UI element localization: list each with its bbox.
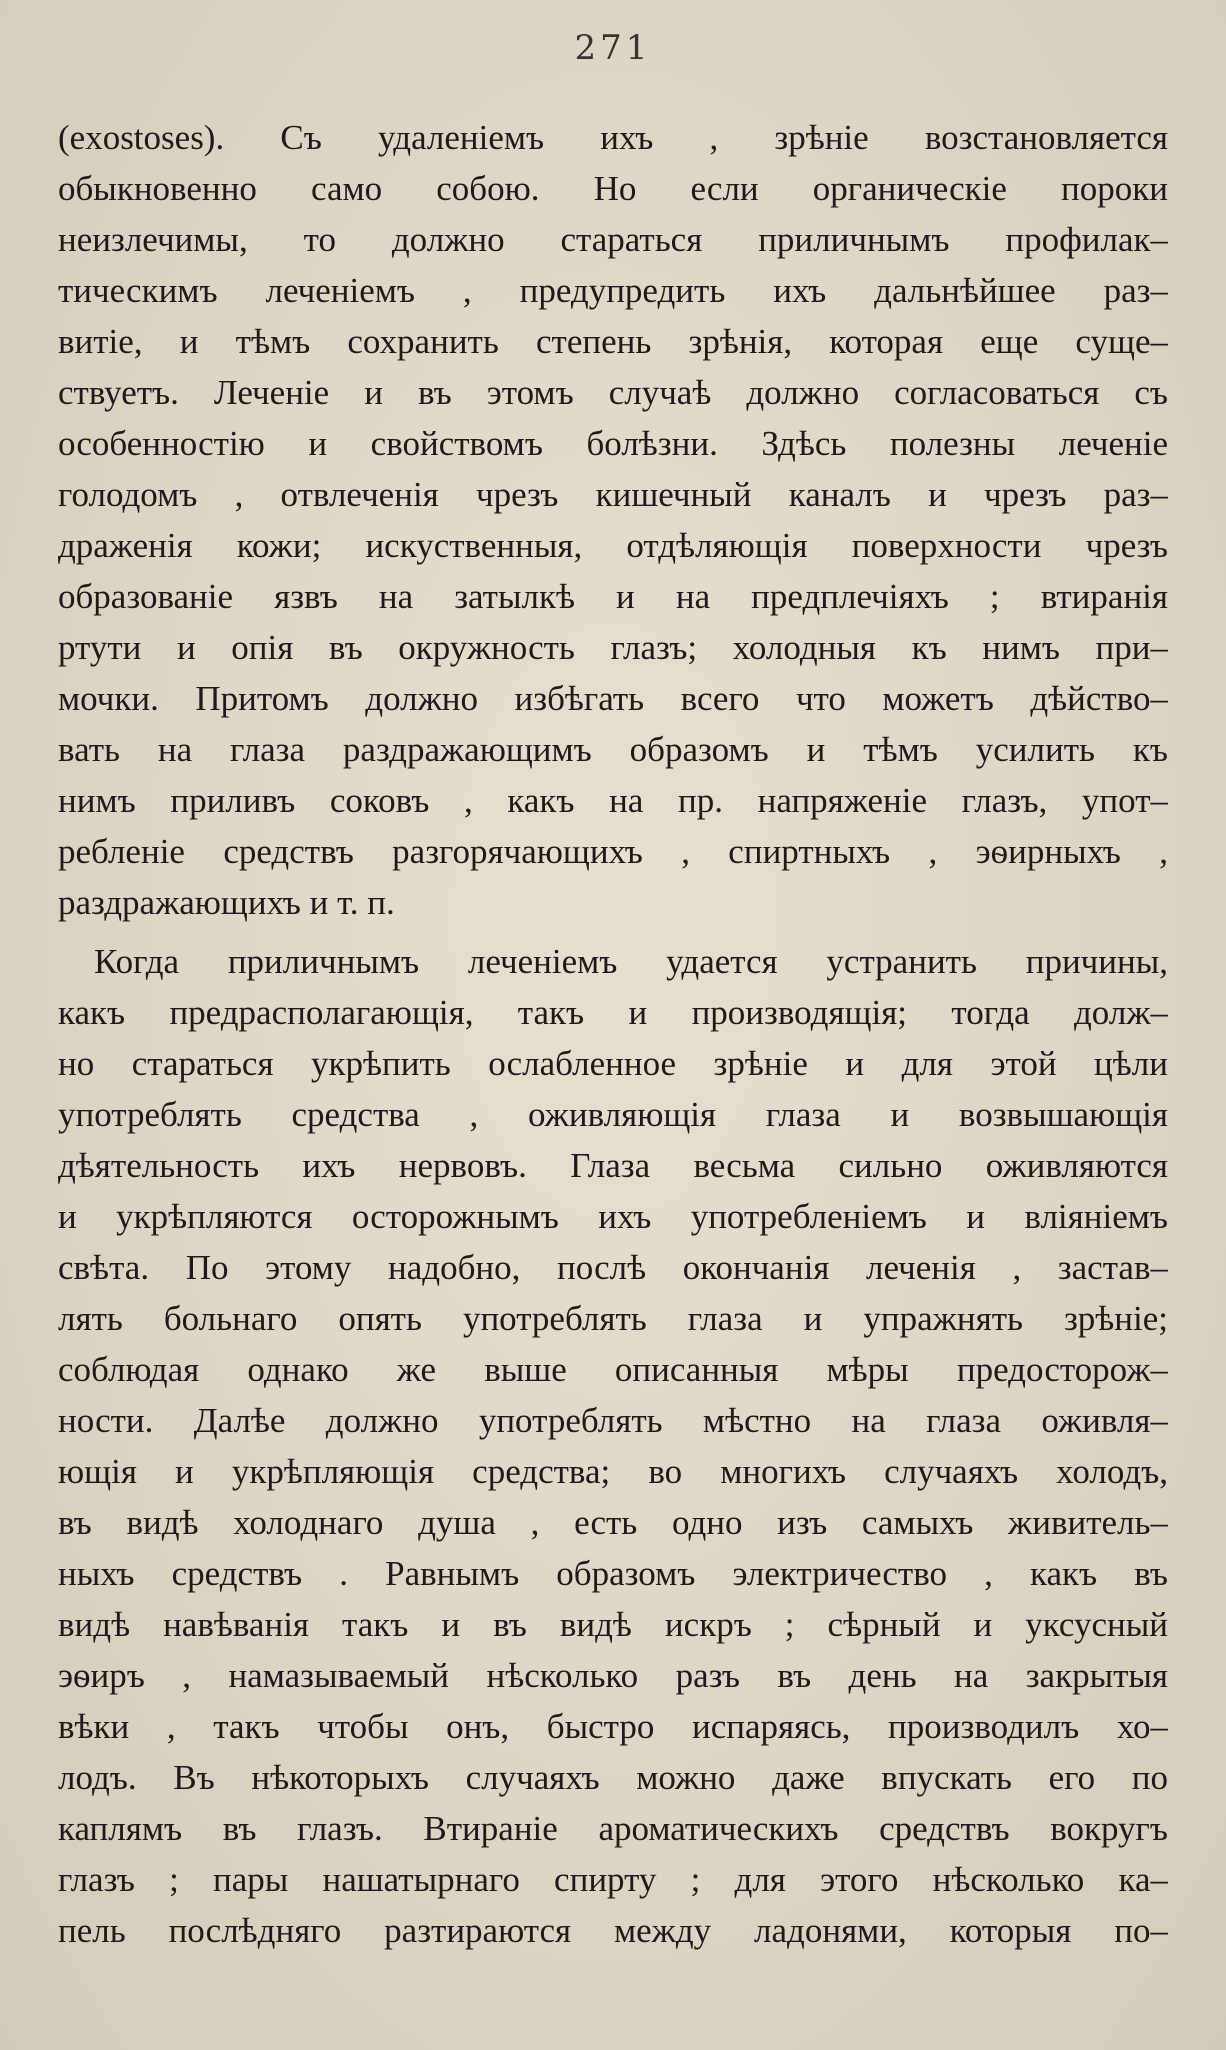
text-line: лодъ. Въ нѣкоторыхъ случаяхъ можно даже впускать его по: [58, 1758, 1168, 1797]
text-line: въ видѣ холоднаго душа , есть одно изъ самыхъ живитель–: [58, 1503, 1168, 1542]
text-line: видѣ навѣванія такъ и въ видѣ искръ ; сѣрный и уксусный: [58, 1605, 1168, 1644]
text-line: лять больнаго опять употреблять глаза и упражнять зрѣніе;: [58, 1299, 1168, 1338]
text-line: мочки. Притомъ должно избѣгать всего что можетъ дѣйство–: [58, 679, 1168, 718]
text-line: образованіе язвъ на затылкѣ и на предплечіяхъ ; втиранія: [58, 577, 1168, 616]
text-line: ребленіе средствъ разгорячающихъ , спиртныхъ , эѳирныхъ ,: [58, 832, 1168, 871]
text-line: драженія кожи; искуственныя, отдѣляющія поверхности чрезъ: [58, 526, 1168, 565]
text-line: (exostoses). Съ удаленіемъ ихъ , зрѣніе возстановляется: [58, 118, 1168, 157]
text-line: и укрѣпляются осторожнымъ ихъ употребленіемъ и вліяніемъ: [58, 1197, 1168, 1236]
text-line: Когда приличнымъ леченіемъ удается устранить причины,: [94, 942, 1168, 981]
body-text: [58, 112, 1168, 1956]
text-line: ныхъ средствъ . Равнымъ образомъ электричество , какъ въ: [58, 1554, 1168, 1593]
text-line: вать на глаза раздражающимъ образомъ и тѣмъ усилить къ: [58, 730, 1168, 769]
text-line: неизлечимы, то должно стараться приличнымъ профилак–: [58, 220, 1168, 259]
text-line: пель послѣдняго разтираются между ладонями, которыя по–: [58, 1911, 1168, 1950]
text-line: но стараться укрѣпить ослабленное зрѣніе и для этой цѣли: [58, 1044, 1168, 1083]
text-line: особенностію и свойствомъ болѣзни. Здѣсь полезны леченіе: [58, 424, 1168, 463]
text-line: голодомъ , отвлеченія чрезъ кишечный каналъ и чрезъ раз–: [58, 475, 1168, 514]
text-line: эѳиръ , намазываемый нѣсколько разъ въ день на закрытыя: [58, 1656, 1168, 1695]
text-line: ности. Далѣе должно употреблять мѣстно на глаза оживля–: [58, 1401, 1168, 1440]
text-line: раздражающихъ и т. п.: [58, 883, 395, 922]
text-line: каплямъ въ глазъ. Втираніе ароматическихъ средствъ вокругъ: [58, 1809, 1168, 1848]
text-line: ствуетъ. Леченіе и въ этомъ случаѣ должно согласоваться съ: [58, 373, 1168, 412]
paragraph-1: [58, 112, 1168, 928]
text-line: нимъ приливъ соковъ , какъ на пр. напряженіе глазъ, упот–: [58, 781, 1168, 820]
text-line: вѣки , такъ чтобы онъ, быстро испаряясь, производилъ хо–: [58, 1707, 1168, 1746]
text-line: глазъ ; пары нашатырнаго спирту ; для этого нѣсколько ка–: [58, 1860, 1168, 1899]
paragraph-2: [58, 936, 1168, 1956]
text-line: витіе, и тѣмъ сохранить степень зрѣнія, которая еще суще–: [58, 322, 1168, 361]
text-line: употреблять средства , оживляющія глаза и возвышающія: [58, 1095, 1168, 1134]
page-number: 271: [574, 28, 652, 68]
text-line: ртути и опія въ окружность глазъ; холодныя къ нимъ при–: [58, 628, 1168, 667]
text-line: ющія и укрѣпляющія средства; во многихъ случаяхъ холодъ,: [58, 1452, 1168, 1491]
text-line: свѣта. По этому надобно, послѣ окончанія леченія , застав–: [58, 1248, 1168, 1287]
text-line: какъ предрасполагающія, такъ и производящія; тогда долж–: [58, 993, 1168, 1032]
text-line: тическимъ леченіемъ , предупредить ихъ дальнѣйшее раз–: [58, 271, 1168, 310]
paragraph-gap: [58, 928, 1168, 936]
text-line: дѣятельность ихъ нервовъ. Глаза весьма сильно оживляются: [58, 1146, 1168, 1185]
text-line: обыкновенно само собою. Но если органическіе пороки: [58, 169, 1168, 208]
text-line: соблюдая однако же выше описанныя мѣры предосторож–: [58, 1350, 1168, 1389]
